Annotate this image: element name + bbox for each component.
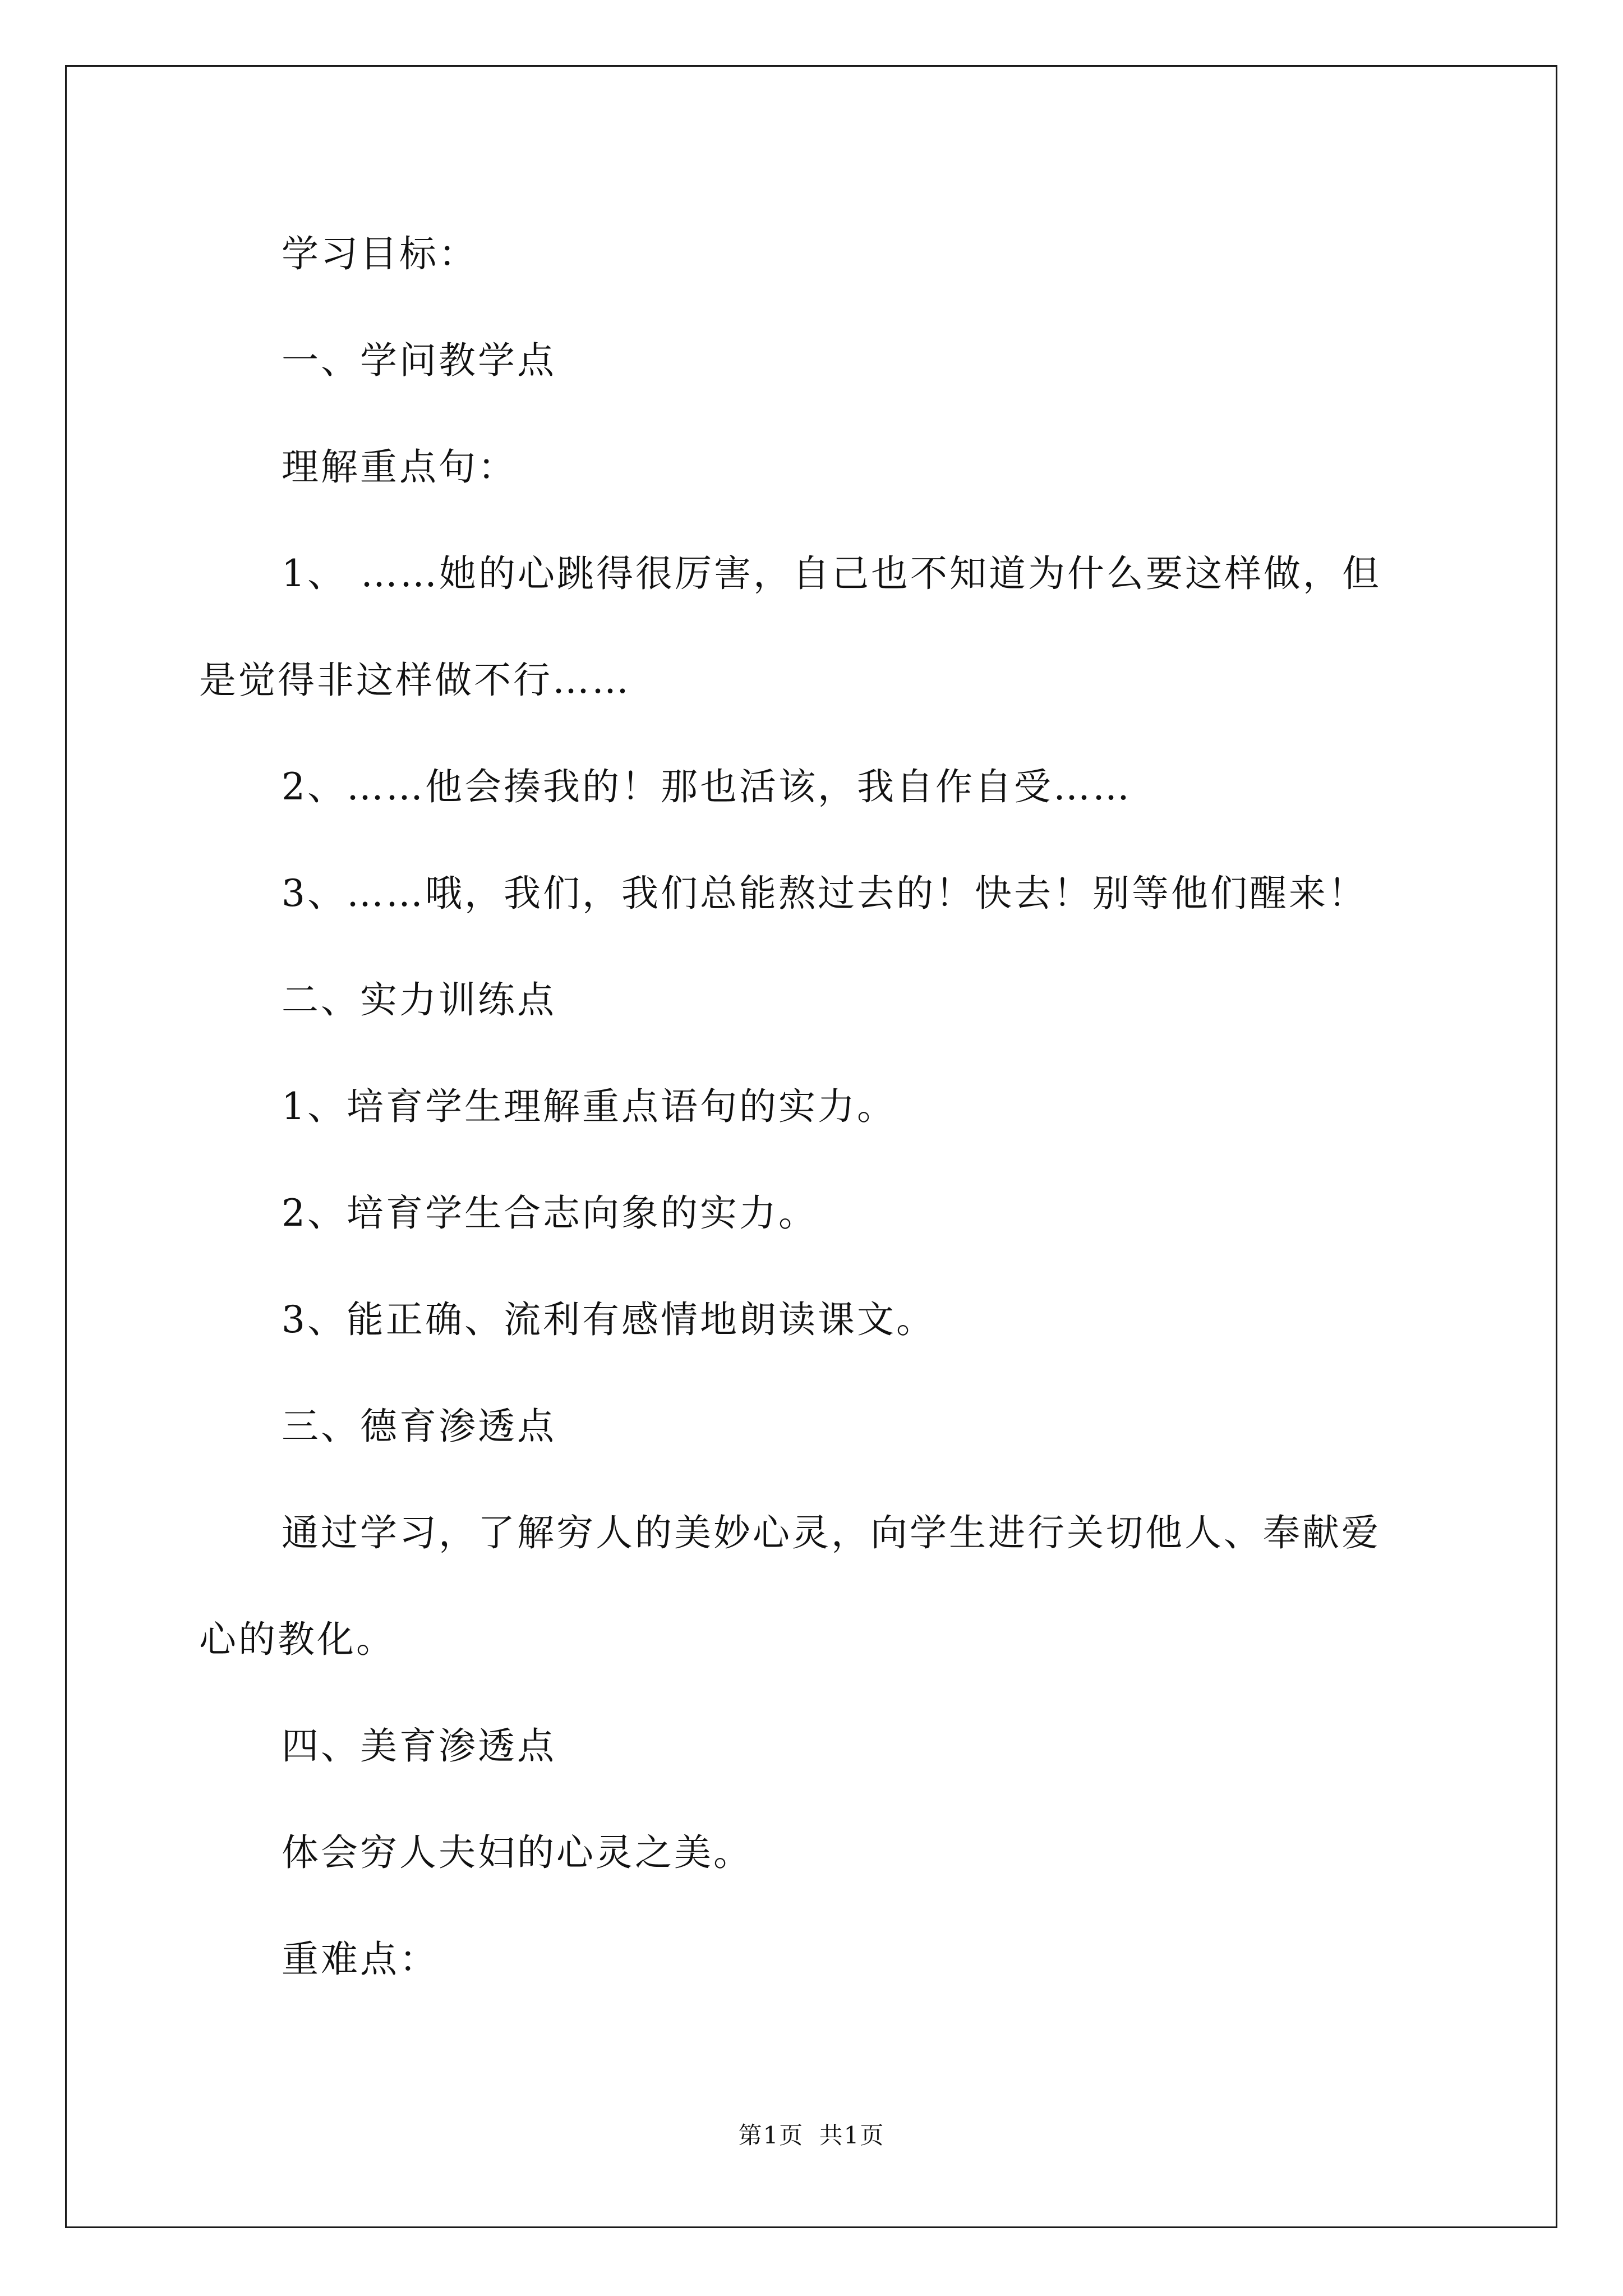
section-heading-ability: 二、实力训练点 [282,978,556,1022]
moral-paragraph-line-2: 心的教化。 [199,1618,395,1661]
key-sentence-3: 3、……哦，我们，我们总能熬过去的！快去！别等他们醒来！ [282,872,1367,915]
page-number-current: 第1页 [738,2122,804,2149]
heading-learning-goals: 学习目标： [282,232,478,275]
key-sentence-2: 2、……他会揍我的！那也活该，我自作自受…… [282,765,1132,808]
aesthetic-paragraph: 体会穷人夫妇的心灵之美。 [282,1831,753,1874]
key-sentence-1-line-2: 是觉得非这样做不行…… [199,659,631,702]
section-heading-knowledge: 一、学问教学点 [282,339,556,382]
subheading-key-sentences: 理解重点句： [282,445,517,489]
heading-key-difficulties: 重难点： [282,1938,439,1981]
key-sentence-1-line-1: 1、 ……她的心跳得很厉害，自己也不知道为什么要这样做，但 [282,552,1381,595]
page-number-total: 共1页 [819,2122,885,2149]
ability-item-2: 2、培育学生合志向象的实力。 [282,1191,818,1235]
page-border [65,65,1557,2228]
ability-item-1: 1、培育学生理解重点语句的实力。 [282,1085,896,1128]
section-heading-aesthetic: 四、美育渗透点 [282,1724,556,1768]
section-heading-moral: 三、德育渗透点 [282,1405,556,1448]
moral-paragraph-line-1: 通过学习，了解穷人的美妙心灵，向学生进行关切他人、奉献爱 [282,1511,1381,1554]
ability-item-3: 3、能正确、流利有感情地朗读课文。 [282,1298,935,1341]
page-footer [0,2122,1623,2150]
